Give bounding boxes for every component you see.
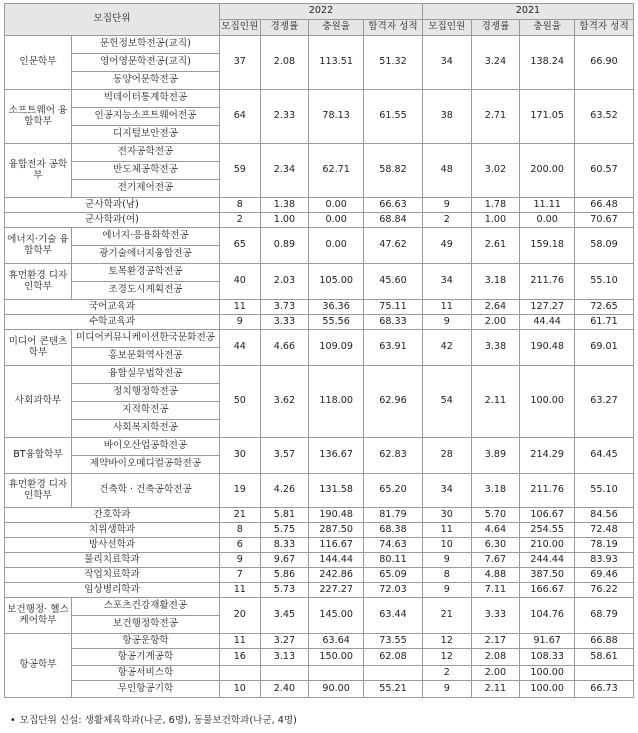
value-cell-quota-2021: 11 (422, 523, 471, 538)
value-cell-fill-2021: 166.67 (520, 583, 575, 598)
value-cell-fill-2021: 138.24 (520, 36, 575, 90)
value-cell-quota-2022: 37 (220, 36, 261, 90)
value-cell-ratio-2022 (260, 666, 309, 681)
value-cell-quota-2022: 8 (220, 198, 261, 213)
major-cell: 빅데이터통계학전공 (71, 90, 219, 108)
admission-results-table (4, 3, 634, 698)
major-cell: 군사학과(여) (5, 213, 220, 228)
value-cell-quota-2021: 11 (422, 300, 471, 315)
value-cell-ratio-2021: 3.18 (471, 474, 520, 508)
value-cell-fill-2021: 211.76 (520, 474, 575, 508)
value-cell-score-2021: 68.79 (575, 598, 634, 634)
value-cell-ratio-2021: 1.78 (471, 198, 520, 213)
major-cell: 바이오산업공학전공 (71, 438, 219, 456)
value-cell-fill-2021: 211.76 (520, 264, 575, 300)
value-cell-ratio-2021: 3.18 (471, 264, 520, 300)
value-cell-ratio-2021: 2.17 (471, 634, 520, 649)
value-cell-fill-2021: 100.00 (520, 366, 575, 438)
value-cell-score-2021: 69.46 (575, 568, 634, 583)
value-cell-quota-2021: 48 (422, 144, 471, 198)
table-row (5, 213, 634, 228)
value-cell-ratio-2021: 2.00 (471, 666, 520, 681)
value-cell-score-2022: 58.82 (364, 144, 423, 198)
value-cell-score-2021: 63.52 (575, 90, 634, 144)
value-cell-fill-2022: 116.67 (309, 538, 364, 553)
value-cell-fill-2021: 106.67 (520, 508, 575, 523)
value-cell-ratio-2022: 2.33 (260, 90, 309, 144)
value-cell-ratio-2021: 5.70 (471, 508, 520, 523)
value-cell-score-2021: 58.09 (575, 228, 634, 264)
value-cell-ratio-2022: 3.13 (260, 649, 309, 666)
value-cell-ratio-2022: 4.26 (260, 474, 309, 508)
major-cell: 토목환경공학전공 (71, 264, 219, 282)
header-col-fill-2021: 충원율 (520, 20, 575, 36)
value-cell-ratio-2021: 2.11 (471, 366, 520, 438)
value-cell-score-2022: 62.83 (364, 438, 423, 474)
value-cell-score-2021: 66.48 (575, 198, 634, 213)
value-cell-quota-2022: 2 (220, 213, 261, 228)
value-cell-score-2022: 65.09 (364, 568, 423, 583)
value-cell-quota-2021: 12 (422, 634, 471, 649)
dept-cell: 사회과학부 (5, 366, 72, 438)
major-cell: 항공서비스학 (71, 666, 219, 681)
value-cell-ratio-2022: 0.89 (260, 228, 309, 264)
value-cell-ratio-2021: 7.11 (471, 583, 520, 598)
value-cell-fill-2021: 254.55 (520, 523, 575, 538)
value-cell-quota-2021: 38 (422, 90, 471, 144)
admission-table-container (4, 3, 634, 698)
value-cell-fill-2022: 227.27 (309, 583, 364, 598)
value-cell-ratio-2022: 5.86 (260, 568, 309, 583)
value-cell-fill-2021: 200.00 (520, 144, 575, 198)
value-cell-fill-2022: 118.00 (309, 366, 364, 438)
major-cell: 디지털보안전공 (71, 126, 219, 144)
major-cell: 항공운항학 (71, 634, 219, 649)
value-cell-quota-2021: 42 (422, 330, 471, 366)
value-cell-score-2022: 80.11 (364, 553, 423, 568)
value-cell-fill-2021: 127.27 (520, 300, 575, 315)
value-cell-quota-2021: 34 (422, 36, 471, 90)
value-cell-fill-2021: 214.29 (520, 438, 575, 474)
major-cell: 사회복지학전공 (71, 420, 219, 438)
dept-cell: 보건행정· 헬스케어학부 (5, 598, 72, 634)
value-cell-fill-2022: 63.64 (309, 634, 364, 649)
footnote (10, 712, 297, 726)
value-cell-score-2022: 63.91 (364, 330, 423, 366)
value-cell-quota-2021: 34 (422, 264, 471, 300)
value-cell-ratio-2021: 1.00 (471, 213, 520, 228)
value-cell-fill-2022: 144.44 (309, 553, 364, 568)
value-cell-quota-2022: 8 (220, 523, 261, 538)
value-cell-ratio-2022: 5.73 (260, 583, 309, 598)
table-row (5, 144, 634, 162)
value-cell-quota-2021: 8 (422, 568, 471, 583)
header-col-quota-2021: 모집인원 (422, 20, 471, 36)
value-cell-ratio-2021: 3.89 (471, 438, 520, 474)
value-cell-quota-2022: 11 (220, 583, 261, 598)
value-cell-fill-2022: 145.00 (309, 598, 364, 634)
value-cell-fill-2022: 105.00 (309, 264, 364, 300)
value-cell-fill-2022: 36.36 (309, 300, 364, 315)
value-cell-score-2021: 76.22 (575, 583, 634, 598)
value-cell-score-2022: 51.32 (364, 36, 423, 90)
value-cell-quota-2022: 59 (220, 144, 261, 198)
major-cell: 전기제어전공 (71, 180, 219, 198)
value-cell-ratio-2022: 8.33 (260, 538, 309, 553)
major-cell: 건축학 · 건축공학전공 (71, 474, 219, 508)
value-cell-quota-2021: 28 (422, 438, 471, 474)
value-cell-score-2022: 81.79 (364, 508, 423, 523)
major-cell: 항공기계공학 (71, 649, 219, 666)
value-cell-quota-2022 (220, 666, 261, 681)
value-cell-score-2022: 68.33 (364, 315, 423, 330)
major-cell: 융합실무법학전공 (71, 366, 219, 384)
major-cell: 정치행정학전공 (71, 384, 219, 402)
value-cell-quota-2022: 40 (220, 264, 261, 300)
value-cell-score-2021: 84.56 (575, 508, 634, 523)
major-cell: 영어영문학전공(교직) (71, 54, 219, 72)
major-cell: 방사선학과 (5, 538, 220, 553)
table-row (5, 330, 634, 348)
value-cell-fill-2022: 287.50 (309, 523, 364, 538)
value-cell-ratio-2022: 4.66 (260, 330, 309, 366)
header-unit: 모집단위 (5, 4, 220, 36)
value-cell-fill-2021: 91.67 (520, 634, 575, 649)
value-cell-fill-2021: 104.76 (520, 598, 575, 634)
value-cell-quota-2022: 64 (220, 90, 261, 144)
major-cell: 인공지능소프트웨어전공 (71, 108, 219, 126)
value-cell-quota-2021: 10 (422, 538, 471, 553)
value-cell-ratio-2022: 2.34 (260, 144, 309, 198)
table-row (5, 438, 634, 456)
value-cell-quota-2022: 19 (220, 474, 261, 508)
header-col-score-2022: 합격자 성적 (364, 20, 423, 36)
dept-cell: 융합전자 공학부 (5, 144, 72, 198)
value-cell-quota-2022: 65 (220, 228, 261, 264)
value-cell-score-2022: 74.63 (364, 538, 423, 553)
value-cell-ratio-2021: 7.67 (471, 553, 520, 568)
header-year-2021: 2021 (422, 4, 633, 20)
dept-cell: 휴먼환경 디자인학부 (5, 474, 72, 508)
value-cell-quota-2021: 30 (422, 508, 471, 523)
table-row (5, 681, 634, 698)
value-cell-ratio-2022: 3.73 (260, 300, 309, 315)
value-cell-score-2022: 62.08 (364, 649, 423, 666)
value-cell-ratio-2021: 2.61 (471, 228, 520, 264)
footnote-bullet: • (10, 715, 16, 726)
footnote-text: 모집단위 신설: 생활체육학과(나군, 6명), 동물보건학과(나군, 4명) (19, 715, 297, 726)
value-cell-fill-2021: 108.33 (520, 649, 575, 666)
value-cell-score-2022: 72.03 (364, 583, 423, 598)
value-cell-ratio-2022: 1.00 (260, 213, 309, 228)
major-cell: 무인항공기학 (71, 681, 219, 698)
value-cell-quota-2021: 9 (422, 315, 471, 330)
value-cell-score-2021: 69.01 (575, 330, 634, 366)
value-cell-score-2022: 68.84 (364, 213, 423, 228)
table-row (5, 553, 634, 568)
table-row (5, 508, 634, 523)
table-row (5, 474, 634, 508)
value-cell-ratio-2022: 3.45 (260, 598, 309, 634)
dept-cell: 항공학부 (5, 634, 72, 698)
value-cell-fill-2022: 55.56 (309, 315, 364, 330)
major-cell: 동양어문학전공 (71, 72, 219, 90)
value-cell-score-2021: 72.65 (575, 300, 634, 315)
major-cell: 미디어커뮤니케이션한국문화전공 (71, 330, 219, 348)
value-cell-ratio-2022: 2.40 (260, 681, 309, 698)
value-cell-quota-2022: 30 (220, 438, 261, 474)
dept-cell: 휴먼환경 디자인학부 (5, 264, 72, 300)
value-cell-score-2022: 61.55 (364, 90, 423, 144)
value-cell-quota-2021: 54 (422, 366, 471, 438)
value-cell-score-2021: 55.10 (575, 264, 634, 300)
value-cell-score-2022: 55.21 (364, 681, 423, 698)
value-cell-ratio-2022: 1.38 (260, 198, 309, 213)
value-cell-score-2022: 65.20 (364, 474, 423, 508)
value-cell-score-2022: 68.38 (364, 523, 423, 538)
major-cell: 전자공학전공 (71, 144, 219, 162)
dept-cell: BT융합학부 (5, 438, 72, 474)
table-row (5, 264, 634, 282)
table-row (5, 198, 634, 213)
major-cell: 보건행정학전공 (71, 616, 219, 634)
value-cell-fill-2022: 136.67 (309, 438, 364, 474)
table-row (5, 568, 634, 583)
value-cell-ratio-2022: 2.08 (260, 36, 309, 90)
value-cell-score-2022: 45.60 (364, 264, 423, 300)
value-cell-score-2021: 83.93 (575, 553, 634, 568)
value-cell-ratio-2022: 3.33 (260, 315, 309, 330)
value-cell-score-2021: 63.27 (575, 366, 634, 438)
value-cell-score-2021: 64.45 (575, 438, 634, 474)
major-cell: 국어교육과 (5, 300, 220, 315)
value-cell-score-2021: 60.57 (575, 144, 634, 198)
value-cell-score-2021: 58.61 (575, 649, 634, 666)
value-cell-ratio-2021: 4.64 (471, 523, 520, 538)
table-body (5, 36, 634, 698)
header-col-ratio-2022: 경쟁률 (260, 20, 309, 36)
value-cell-ratio-2021: 3.33 (471, 598, 520, 634)
value-cell-quota-2021: 9 (422, 553, 471, 568)
table-row (5, 300, 634, 315)
value-cell-ratio-2021: 3.02 (471, 144, 520, 198)
value-cell-quota-2022: 20 (220, 598, 261, 634)
major-cell: 문헌정보학전공(교직) (71, 36, 219, 54)
value-cell-ratio-2021: 2.11 (471, 681, 520, 698)
dept-cell: 에너지·기술 융합학부 (5, 228, 72, 264)
value-cell-score-2021: 55.10 (575, 474, 634, 508)
value-cell-quota-2021: 2 (422, 213, 471, 228)
major-cell: 반도체공학전공 (71, 162, 219, 180)
value-cell-quota-2021: 9 (422, 583, 471, 598)
value-cell-quota-2021: 34 (422, 474, 471, 508)
value-cell-score-2022: 63.44 (364, 598, 423, 634)
value-cell-ratio-2021: 3.24 (471, 36, 520, 90)
table-row (5, 315, 634, 330)
value-cell-fill-2021: 171.05 (520, 90, 575, 144)
value-cell-score-2021: 66.90 (575, 36, 634, 90)
value-cell-fill-2021: 244.44 (520, 553, 575, 568)
value-cell-ratio-2021: 4.88 (471, 568, 520, 583)
value-cell-ratio-2022: 5.81 (260, 508, 309, 523)
value-cell-fill-2022: 190.48 (309, 508, 364, 523)
value-cell-fill-2022: 242.86 (309, 568, 364, 583)
value-cell-fill-2022: 0.00 (309, 198, 364, 213)
value-cell-quota-2021: 9 (422, 198, 471, 213)
value-cell-fill-2022: 113.51 (309, 36, 364, 90)
value-cell-fill-2022: 62.71 (309, 144, 364, 198)
table-row (5, 228, 634, 246)
value-cell-fill-2022: 90.00 (309, 681, 364, 698)
value-cell-ratio-2021: 2.08 (471, 649, 520, 666)
value-cell-ratio-2022: 2.03 (260, 264, 309, 300)
value-cell-quota-2022: 16 (220, 649, 261, 666)
value-cell-score-2022 (364, 666, 423, 681)
value-cell-fill-2021: 100.00 (520, 666, 575, 681)
table-row (5, 523, 634, 538)
value-cell-ratio-2021: 6.30 (471, 538, 520, 553)
value-cell-quota-2022: 11 (220, 634, 261, 649)
value-cell-score-2021 (575, 666, 634, 681)
value-cell-quota-2022: 21 (220, 508, 261, 523)
value-cell-fill-2022: 150.00 (309, 649, 364, 666)
value-cell-score-2022: 66.63 (364, 198, 423, 213)
value-cell-ratio-2022: 9.67 (260, 553, 309, 568)
value-cell-fill-2021: 159.18 (520, 228, 575, 264)
major-cell: 치위생학과 (5, 523, 220, 538)
table-row (5, 90, 634, 108)
value-cell-ratio-2021: 2.64 (471, 300, 520, 315)
value-cell-quota-2021: 2 (422, 666, 471, 681)
value-cell-fill-2021: 190.48 (520, 330, 575, 366)
table-header (5, 4, 634, 36)
value-cell-score-2021: 72.48 (575, 523, 634, 538)
value-cell-ratio-2022: 3.62 (260, 366, 309, 438)
value-cell-ratio-2022: 3.27 (260, 634, 309, 649)
value-cell-fill-2021: 0.00 (520, 213, 575, 228)
value-cell-score-2021: 78.19 (575, 538, 634, 553)
table-row (5, 583, 634, 598)
value-cell-score-2022: 62.96 (364, 366, 423, 438)
major-cell: 군사학과(남) (5, 198, 220, 213)
value-cell-score-2022: 75.11 (364, 300, 423, 315)
value-cell-score-2021: 61.71 (575, 315, 634, 330)
major-cell: 지적학전공 (71, 402, 219, 420)
value-cell-fill-2022: 0.00 (309, 213, 364, 228)
value-cell-quota-2022: 9 (220, 553, 261, 568)
value-cell-quota-2022: 50 (220, 366, 261, 438)
value-cell-fill-2021: 11.11 (520, 198, 575, 213)
value-cell-fill-2022: 0.00 (309, 228, 364, 264)
value-cell-quota-2022: 10 (220, 681, 261, 698)
table-row (5, 666, 634, 681)
dept-cell: 미디어 콘텐츠학부 (5, 330, 72, 366)
table-row (5, 366, 634, 384)
value-cell-quota-2021: 12 (422, 649, 471, 666)
value-cell-score-2021: 66.88 (575, 634, 634, 649)
value-cell-quota-2022: 11 (220, 300, 261, 315)
value-cell-quota-2022: 6 (220, 538, 261, 553)
value-cell-ratio-2022: 3.57 (260, 438, 309, 474)
value-cell-fill-2021: 100.00 (520, 681, 575, 698)
value-cell-fill-2021: 387.50 (520, 568, 575, 583)
major-cell: 홍보문화역사전공 (71, 348, 219, 366)
value-cell-quota-2022: 7 (220, 568, 261, 583)
value-cell-fill-2021: 44.44 (520, 315, 575, 330)
table-row (5, 649, 634, 666)
value-cell-score-2021: 70.67 (575, 213, 634, 228)
major-cell: 제약바이오메디컬공학전공 (71, 456, 219, 474)
value-cell-score-2022: 73.55 (364, 634, 423, 649)
dept-cell: 소프트웨어 융합학부 (5, 90, 72, 144)
value-cell-quota-2022: 44 (220, 330, 261, 366)
value-cell-fill-2022: 78.13 (309, 90, 364, 144)
table-row (5, 36, 634, 54)
value-cell-fill-2021: 210.00 (520, 538, 575, 553)
value-cell-fill-2022: 109.09 (309, 330, 364, 366)
major-cell: 임상병리학과 (5, 583, 220, 598)
dept-cell: 인문학부 (5, 36, 72, 90)
header-year-2022: 2022 (220, 4, 423, 20)
value-cell-quota-2021: 21 (422, 598, 471, 634)
value-cell-score-2022: 47.62 (364, 228, 423, 264)
value-cell-quota-2021: 9 (422, 681, 471, 698)
table-row (5, 634, 634, 649)
value-cell-score-2021: 66.73 (575, 681, 634, 698)
value-cell-fill-2022: 131.58 (309, 474, 364, 508)
major-cell: 작업치료학과 (5, 568, 220, 583)
value-cell-ratio-2022: 5.75 (260, 523, 309, 538)
major-cell: 수학교육과 (5, 315, 220, 330)
header-col-quota-2022: 모집인원 (220, 20, 261, 36)
value-cell-ratio-2021: 2.71 (471, 90, 520, 144)
major-cell: 스포츠건강재활전공 (71, 598, 219, 616)
major-cell: 에너지·응용화학전공 (71, 228, 219, 246)
header-col-fill-2022: 충원율 (309, 20, 364, 36)
header-col-score-2021: 합격자 성적 (575, 20, 634, 36)
table-row (5, 538, 634, 553)
major-cell: 조경도시계획전공 (71, 282, 219, 300)
value-cell-quota-2021: 49 (422, 228, 471, 264)
value-cell-ratio-2021: 2.00 (471, 315, 520, 330)
table-row (5, 598, 634, 616)
value-cell-ratio-2021: 3.38 (471, 330, 520, 366)
value-cell-quota-2022: 9 (220, 315, 261, 330)
value-cell-fill-2022 (309, 666, 364, 681)
major-cell: 물리치료학과 (5, 553, 220, 568)
header-col-ratio-2021: 경쟁률 (471, 20, 520, 36)
major-cell: 광기술에너지융합전공 (71, 246, 219, 264)
major-cell: 간호학과 (5, 508, 220, 523)
